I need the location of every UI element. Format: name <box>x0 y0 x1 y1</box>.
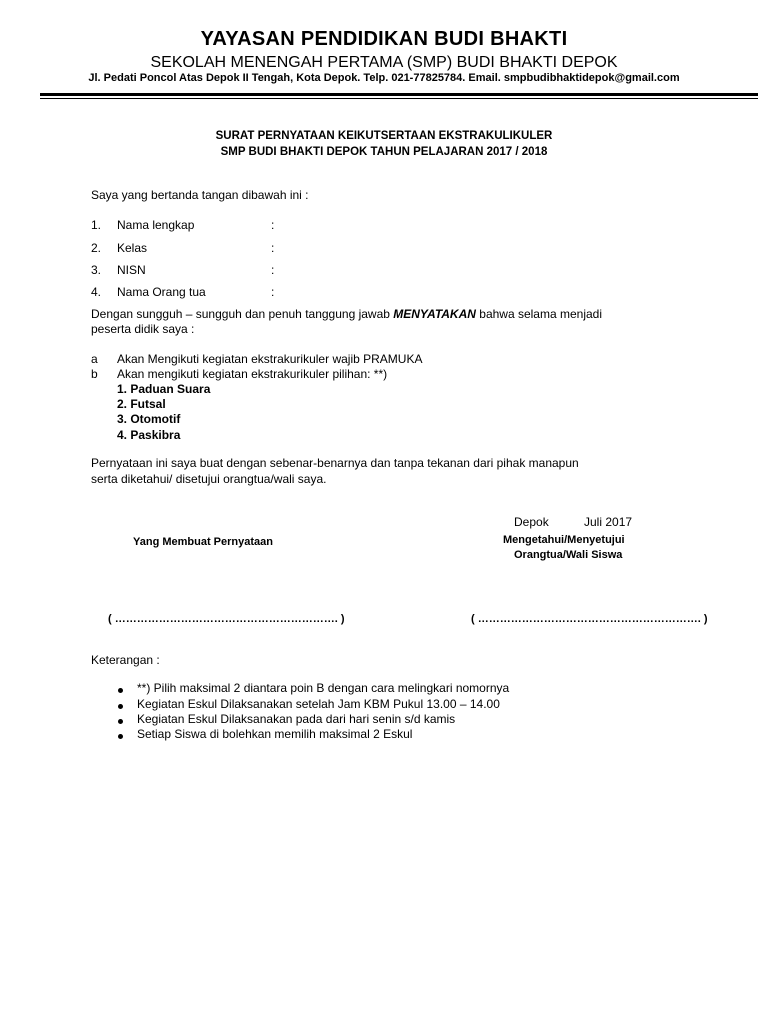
note-item: Kegiatan Eskul Dilaksanakan pada dari hari senin s/d kamis <box>137 712 456 726</box>
field-colon: : <box>271 263 275 277</box>
field-number: 2. <box>91 241 102 255</box>
field-number: 3. <box>91 263 102 277</box>
statement-part2: bahwa selama menjadi <box>475 307 603 321</box>
statement-part1: Dengan sungguh – sungguh dan penuh tanggung jawab <box>91 307 394 321</box>
field-label-nisn: NISN <box>117 263 146 277</box>
header-rule-thick <box>40 93 758 96</box>
field-label-nama-orang-tua: Nama Orang tua <box>117 285 206 299</box>
field-label-kelas: Kelas <box>117 241 148 255</box>
intro-text: Saya yang bertanda tangan dibawah ini : <box>91 188 309 202</box>
bullet-dot <box>118 688 123 693</box>
option-b-letter: b <box>91 367 98 381</box>
closing-line1: Pernyataan ini saya buat dengan sebenar-benarnya dan tanpa tekanan dari pihak manapun <box>91 456 579 470</box>
note-item: Kegiatan Eskul Dilaksanakan setelah Jam KBM Pukul 13.00 – 14.00 <box>137 697 500 711</box>
option-a-letter: a <box>91 352 98 366</box>
field-colon: : <box>271 285 275 299</box>
foundation-name: YAYASAN PENDIDIKAN BUDI BHAKTI <box>200 28 568 50</box>
approver-label-line1: Mengetahui/Menyetujui <box>503 534 625 546</box>
field-colon: : <box>271 218 275 232</box>
signature-date: Juli 2017 <box>584 515 633 529</box>
bullet-dot <box>118 704 123 709</box>
note-item: Setiap Siswa di bolehkan memilih maksimal 2 Eskul <box>137 727 413 741</box>
choice-paduan-suara: 1. Paduan Suara <box>117 382 211 396</box>
school-address: Jl. Pedati Poncol Atas Depok II Tengah, Kota Depok. Telp. 021-77825784. Email. smpbudibhaktidepok@gmail.com <box>88 72 680 84</box>
choice-paskibra: 4. Paskibra <box>117 428 181 442</box>
doc-title-line2: SMP BUDI BHAKTI DEPOK TAHUN PELAJARAN 2017 / 2018 <box>220 146 548 158</box>
bullet-dot <box>118 734 123 739</box>
field-number: 1. <box>91 218 102 232</box>
option-b-text: Akan mengikuti kegiatan ekstrakurikuler pilihan: **) <box>117 367 388 381</box>
statement-line2: peserta didik saya : <box>91 322 195 336</box>
signature-place: Depok <box>514 515 549 529</box>
field-label-nama-lengkap: Nama lengkap <box>117 218 195 232</box>
closing-line2: serta diketahui/ disetujui orangtua/wali saya. <box>91 472 327 486</box>
field-colon: : <box>271 241 275 255</box>
note-item: **) Pilih maksimal 2 diantara poin B dengan cara melingkari nomornya <box>137 681 510 695</box>
field-number: 4. <box>91 285 102 299</box>
choice-otomotif: 3. Otomotif <box>117 412 181 426</box>
signer-label: Yang Membuat Pernyataan <box>133 536 273 548</box>
header-rule-thin <box>40 98 758 99</box>
bullet-dot <box>118 719 123 724</box>
doc-title-line1: SURAT PERNYATAAN KEIKUTSERTAAN EKSTRAKULIKULER <box>215 130 553 142</box>
option-a-text: Akan Mengikuti kegiatan ekstrakurikuler wajib PRAMUKA <box>117 352 423 366</box>
approver-label-line2: Orangtua/Wali Siswa <box>514 549 623 561</box>
notes-title: Keterangan : <box>91 653 160 667</box>
choice-futsal: 2. Futsal <box>117 397 166 411</box>
signer-signature-line: ( ……………………………………………………. ) <box>108 613 345 625</box>
statement-emphasis: MENYATAKAN <box>393 307 476 321</box>
statement-line1 <box>91 307 602 321</box>
approver-signature-line: ( ……………………………………………………. ) <box>471 613 708 625</box>
school-name: SEKOLAH MENENGAH PERTAMA (SMP) BUDI BHAKTI DEPOK <box>150 54 618 71</box>
